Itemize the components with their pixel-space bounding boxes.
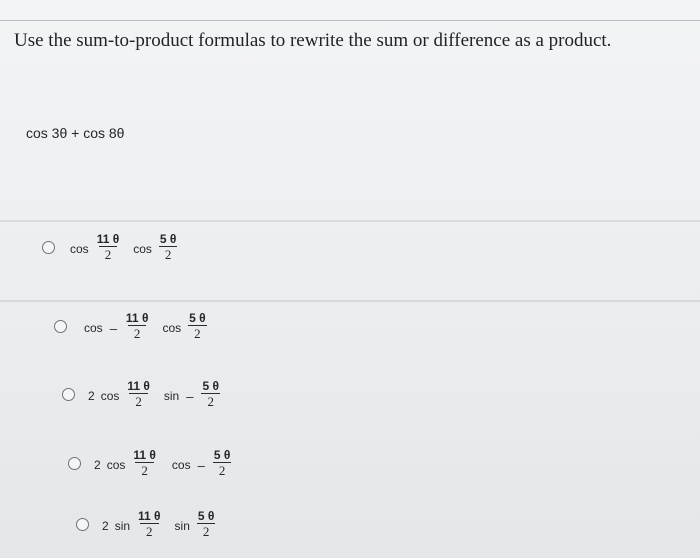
function-label: sin — [163, 389, 180, 403]
fraction-denominator: 2 — [135, 462, 154, 478]
function-label: cos — [171, 458, 191, 472]
fraction-numerator: 5 θ — [159, 232, 177, 246]
fraction-denominator: 2 — [99, 246, 118, 262]
option-expression — [91, 448, 235, 478]
fraction-numerator: 5 θ — [189, 311, 206, 325]
radio-button[interactable] — [76, 518, 89, 531]
fraction-numerator: 11 θ — [138, 509, 161, 523]
function-label: cos — [100, 389, 120, 403]
coefficient: 2 — [94, 458, 101, 472]
minus-sign: – — [109, 320, 117, 336]
fraction-numerator: 11 θ — [133, 448, 156, 462]
prompt-expression: cos 3θ + cos 8θ — [26, 125, 125, 141]
option-expression — [67, 232, 181, 262]
fraction — [199, 379, 222, 409]
fraction-numerator: 5 θ — [197, 509, 215, 523]
answer-option-b[interactable] — [54, 311, 211, 341]
fraction-numerator: 11 θ — [127, 379, 150, 393]
function-label: cos — [70, 242, 89, 256]
fraction-numerator: 5 θ — [202, 379, 219, 393]
minus-sign: – — [186, 388, 194, 404]
minus-sign: – — [197, 457, 205, 473]
coefficient: 2 — [88, 389, 95, 403]
option-expression — [85, 379, 224, 409]
radio-button[interactable] — [62, 388, 75, 401]
function-label: cos — [162, 321, 182, 335]
fraction — [94, 232, 123, 262]
fraction-numerator: 11 θ — [125, 311, 149, 325]
fraction-denominator: 2 — [140, 523, 159, 539]
option-expression — [81, 311, 211, 341]
answer-option-e[interactable] — [76, 509, 219, 539]
fraction — [186, 311, 209, 341]
radio-button[interactable] — [68, 457, 81, 470]
fraction — [157, 232, 180, 262]
fraction — [211, 448, 234, 478]
fraction-numerator: 11 θ — [96, 232, 120, 246]
fraction-denominator: 2 — [129, 393, 148, 409]
function-label: cos — [84, 321, 103, 335]
option-expression — [99, 509, 219, 539]
answer-option-c[interactable] — [62, 379, 224, 409]
fraction — [195, 509, 218, 539]
function-label: cos — [106, 458, 126, 472]
fraction-denominator: 2 — [197, 523, 216, 539]
fraction-denominator: 2 — [128, 325, 147, 341]
fraction-numerator: 5 θ — [213, 448, 231, 462]
fraction-denominator: 2 — [201, 393, 220, 409]
coefficient: 2 — [102, 519, 109, 533]
radio-button[interactable] — [54, 320, 67, 333]
fraction — [123, 311, 152, 341]
question-text: Use the sum-to-product formulas to rewrite the sum or difference as a product. — [14, 30, 612, 51]
answer-option-d[interactable] — [68, 448, 235, 478]
answer-option-a[interactable] — [42, 232, 181, 262]
fraction — [124, 379, 153, 409]
function-label: sin — [174, 519, 190, 533]
fraction-denominator: 2 — [159, 246, 178, 262]
fraction — [130, 448, 159, 478]
fraction-denominator: 2 — [188, 325, 207, 341]
divider — [0, 220, 700, 222]
top-border — [0, 20, 700, 21]
function-label: sin — [114, 519, 131, 533]
fraction — [135, 509, 164, 539]
function-label: cos — [133, 242, 152, 256]
radio-button[interactable] — [42, 241, 55, 254]
fraction-denominator: 2 — [213, 462, 232, 478]
divider — [0, 300, 700, 302]
